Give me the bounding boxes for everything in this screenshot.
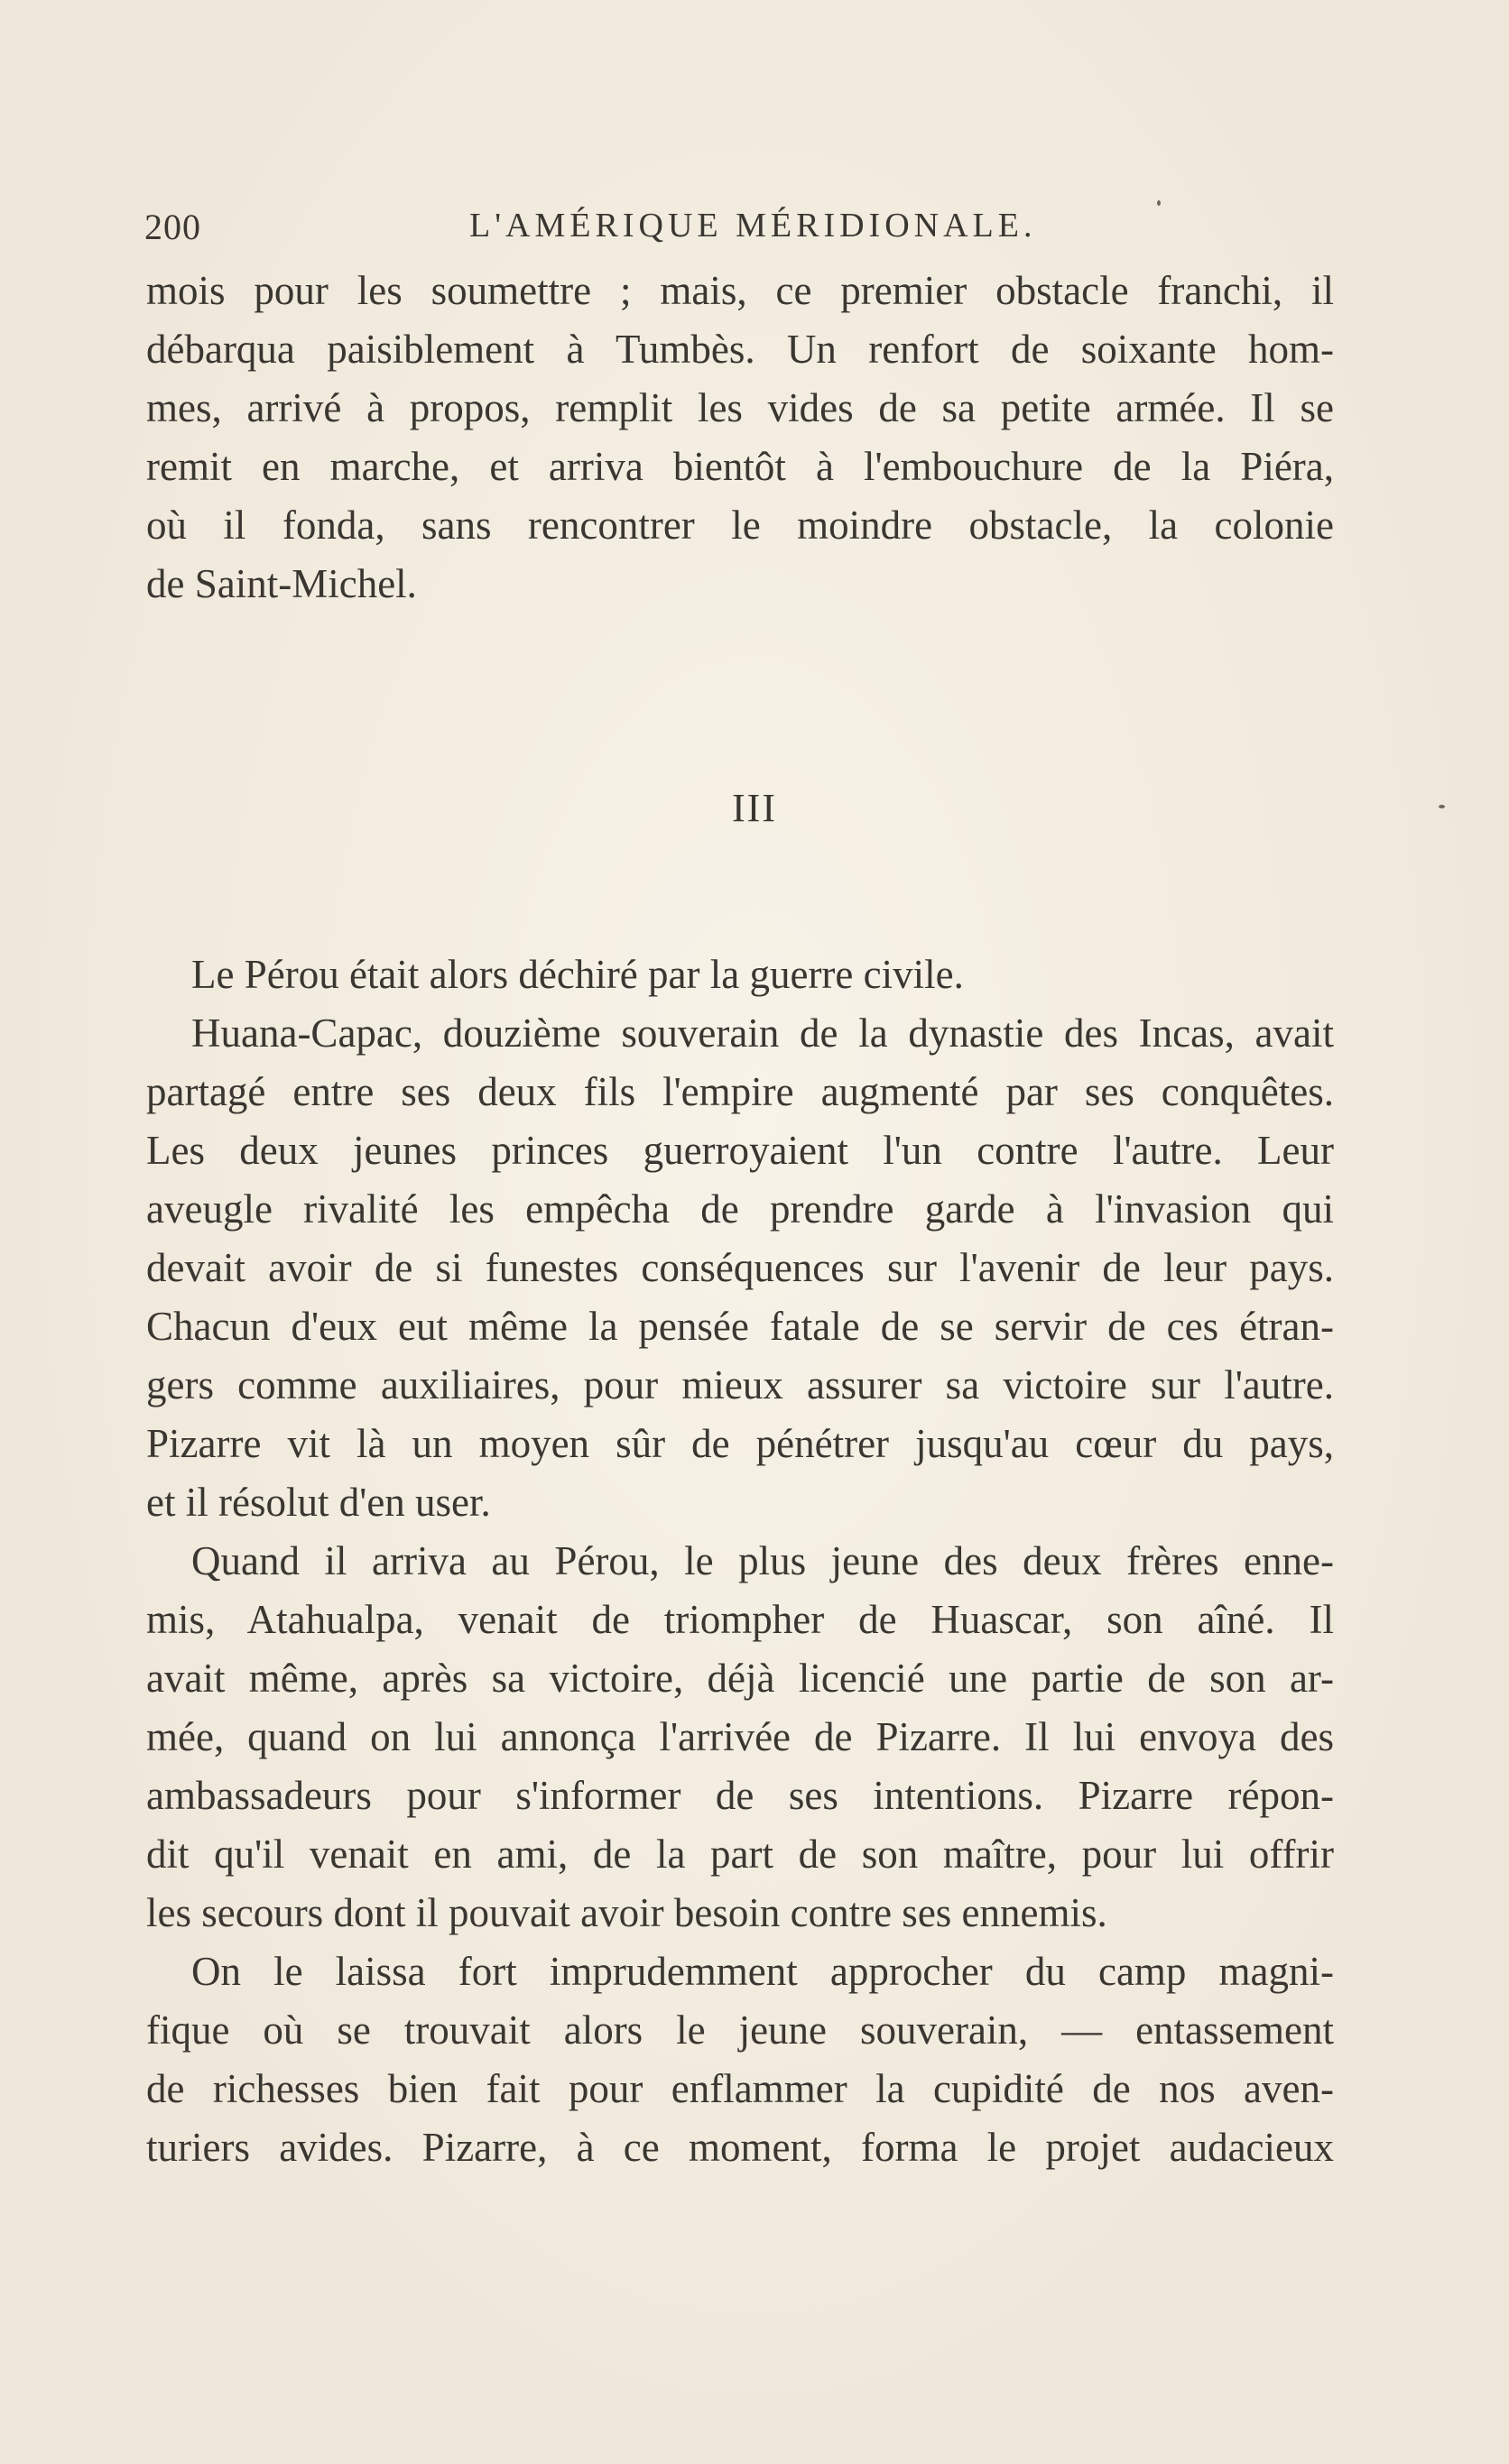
- text-line: dit qu'il venait en ami, de la part de son maître, pour lui offrir: [146, 1832, 1334, 1877]
- text-line: mois pour les soumettre ; mais, ce premier obstacle franchi, il: [146, 268, 1334, 313]
- text-line: mée, quand on lui annonça l'arrivée de Pizarre. Il lui envoya des: [146, 1714, 1334, 1759]
- paper-speck: [1439, 805, 1445, 808]
- text-line: On le laissa fort imprudemment approcher du camp magni-: [191, 1949, 1334, 1994]
- text-line: et il résolut d'en user.: [146, 1480, 491, 1525]
- text-line: Le Pérou était alors déchiré par la guerre civile.: [191, 952, 964, 997]
- text-line: aveugle rivalité les empêcha de prendre garde à l'invasion qui: [146, 1186, 1334, 1232]
- text-line: Pizarre vit là un moyen sûr de pénétrer jusqu'au cœur du pays,: [146, 1421, 1334, 1466]
- text-line: Huana-Capac, douzième souverain de la dynastie des Incas, avait: [191, 1011, 1334, 1056]
- paragraph-continuation: [146, 262, 1334, 614]
- page-header: [144, 206, 1334, 260]
- text-line: où il fonda, sans rencontrer le moindre obstacle, la colonie: [146, 503, 1334, 548]
- text-line: Les deux jeunes princes guerroyaient l'un contre l'autre. Leur: [146, 1128, 1334, 1173]
- text-line: gers comme auxiliaires, pour mieux assurer sa victoire sur l'autre.: [146, 1362, 1334, 1407]
- text-line: Chacun d'eux eut même la pensée fatale de se servir de ces étran-: [146, 1304, 1334, 1349]
- section-body: [146, 946, 1334, 2177]
- paper-speck: [1157, 200, 1161, 206]
- section-heading: III: [732, 786, 777, 830]
- text-line: ambassadeurs pour s'informer de ses intentions. Pizarre répon-: [146, 1773, 1334, 1818]
- text-line: mis, Atahualpa, venait de triompher de Huascar, son aîné. Il: [146, 1597, 1334, 1642]
- page-number: 200: [144, 207, 201, 247]
- text-line: de Saint-Michel.: [146, 561, 417, 606]
- text-line: remit en marche, et arriva bientôt à l'embouchure de la Piéra,: [146, 444, 1334, 489]
- text-line: de richesses bien fait pour enflammer la cupidité de nos aven-: [146, 2066, 1334, 2111]
- text-line: débarqua paisiblement à Tumbès. Un renfort de soixante hom-: [146, 327, 1334, 372]
- running-title: L'AMÉRIQUE MÉRIDIONALE.: [469, 207, 1037, 245]
- text-line: les secours dont il pouvait avoir besoin contre ses ennemis.: [146, 1890, 1107, 1935]
- text-line: devait avoir de si funestes conséquences sur l'avenir de leur pays.: [146, 1245, 1334, 1290]
- text-line: partagé entre ses deux fils l'empire augmenté par ses conquêtes.: [146, 1069, 1334, 1114]
- text-line: avait même, après sa victoire, déjà licencié une partie de son ar-: [146, 1656, 1334, 1701]
- text-line: mes, arrivé à propos, remplit les vides de sa petite armée. Il se: [146, 385, 1334, 430]
- text-line: Quand il arriva au Pérou, le plus jeune des deux frères enne-: [191, 1538, 1334, 1583]
- text-line: fique où se trouvait alors le jeune souverain, — entassement: [146, 2007, 1334, 2053]
- text-line: turiers avides. Pizarre, à ce moment, forma le projet audacieux: [146, 2125, 1334, 2170]
